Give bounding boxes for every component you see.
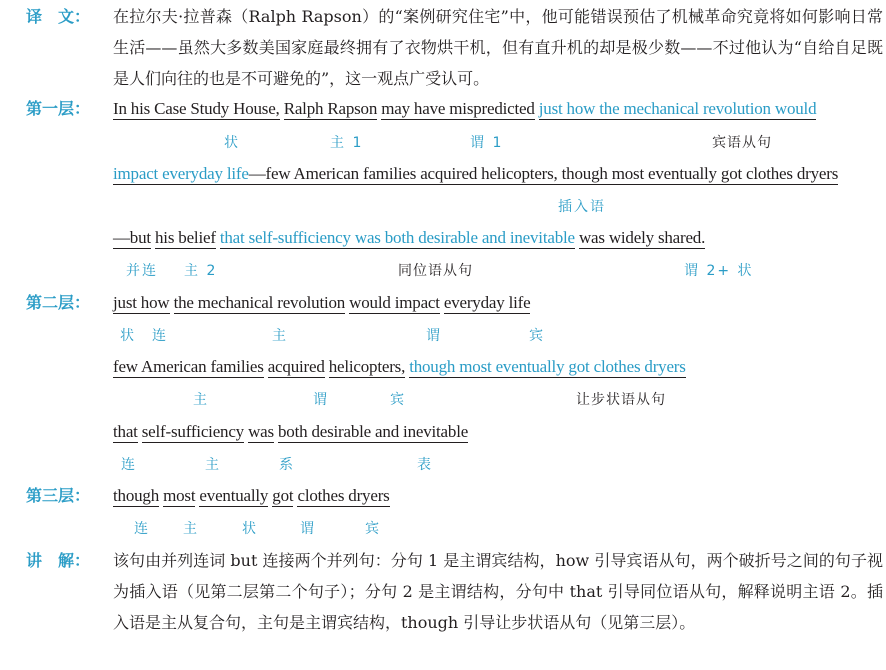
layer2-label: 第二层： <box>26 293 91 312</box>
annotation: 主 <box>193 392 209 408</box>
annotation: 状 <box>120 328 136 344</box>
segment-concessive-clause: though most eventually got clothes dryers <box>409 357 686 376</box>
segment: eventually <box>199 486 269 505</box>
segment-appositive-clause: that self-sufficiency was both desirable and inevitable <box>219 228 575 247</box>
annotation: 连 <box>152 328 168 344</box>
translation-text: 在拉尔夫·拉普森（Ralph Rapson）的“案例研究住宅”中，他可能错误预估了机械革命究竟将如何影响日常生活——虽然大多数美国家庭最终拥有了衣物烘干机，但有直升机的却是极少数——不过他认为“自给自足既是人们向往的也是不可避免的”，这一观点广受认可。 <box>113 7 883 88</box>
annotation: 宾 <box>529 328 545 344</box>
segment: though <box>113 486 160 505</box>
segment-object-clause-cont: impact everyday life <box>113 164 249 183</box>
layer2-line1 <box>113 292 530 314</box>
annotation: 同位语从句 <box>398 263 473 279</box>
layer1-line3 <box>113 227 705 249</box>
segment: would impact <box>349 293 440 312</box>
annotation: 谓 2+ 状 <box>684 263 754 279</box>
annotation: 连 <box>121 457 137 473</box>
segment-conjunction: —but <box>113 228 151 247</box>
layer1-line1 <box>113 98 816 120</box>
segment: both desirable and inevitable <box>277 422 469 441</box>
segment-parenthesis: —few American families acquired helicopters, though most eventually got clothes dryers <box>248 164 839 183</box>
annotation: 插入语 <box>558 199 606 215</box>
layer1-line2 <box>113 163 838 185</box>
segment-predicate2: was widely shared. <box>578 228 706 247</box>
segment: got <box>272 486 294 505</box>
segment: the mechanical revolution <box>173 293 346 312</box>
translation-label: 译 文： <box>26 7 91 26</box>
segment-predicate1: may have mispredicted <box>381 99 535 118</box>
annotation: 主 <box>205 457 221 473</box>
annotation: 系 <box>279 457 295 473</box>
segment: clothes dryers <box>297 486 390 505</box>
annotation: 连 <box>134 521 150 537</box>
segment-adverbial: In his Case Study House, <box>113 99 280 118</box>
annotation: 宾 <box>390 392 406 408</box>
segment: most <box>163 486 196 505</box>
segment: was <box>248 422 274 441</box>
annotation: 主 2 <box>184 263 218 279</box>
explanation-text: 该句由并列连词 but 连接两个并列句：分句 1 是主谓宾结构，how 引导宾语从句，两个破折号之间的句子视为插入语（见第二层第二个句子）；分句 2 是主谓结构，分句中 that 引导同位语从句，解释说明主语 2。插入语是主从复合句，主句是主谓宾结构，though 引导让步状语从句（见第三层）。 <box>113 551 883 632</box>
annotation: 并连 <box>126 263 158 279</box>
annotation: 谓 <box>300 521 316 537</box>
layer3-label: 第三层： <box>26 486 91 505</box>
segment-subject1: Ralph Rapson <box>283 99 378 118</box>
annotation: 状 <box>242 521 258 537</box>
segment: everyday life <box>443 293 531 312</box>
layer2-line2 <box>113 356 686 378</box>
explanation-label: 讲 解： <box>26 551 91 570</box>
segment: just how <box>113 293 170 312</box>
layer2-line3 <box>113 421 468 443</box>
segment-object-clause: just how the mechanical revolution would <box>538 99 817 118</box>
annotation: 状 <box>224 135 240 151</box>
annotation: 谓 1 <box>470 135 504 151</box>
annotation: 谓 <box>426 328 442 344</box>
annotation: 让步状语从句 <box>576 392 666 408</box>
annotation: 宾 <box>365 521 381 537</box>
segment: helicopters, <box>328 357 406 376</box>
annotation: 主 <box>272 328 288 344</box>
annotation: 表 <box>417 457 433 473</box>
annotation: 主 <box>183 521 199 537</box>
segment: that <box>113 422 138 441</box>
annotation: 谓 <box>313 392 329 408</box>
segment: acquired <box>267 357 325 376</box>
layer1-label: 第一层： <box>26 99 91 118</box>
segment: few American families <box>113 357 264 376</box>
layer3-line1 <box>113 485 390 507</box>
annotation: 主 1 <box>330 135 364 151</box>
segment-subject2: his belief <box>155 228 216 247</box>
segment: self-sufficiency <box>141 422 244 441</box>
annotation: 宾语从句 <box>712 135 772 151</box>
